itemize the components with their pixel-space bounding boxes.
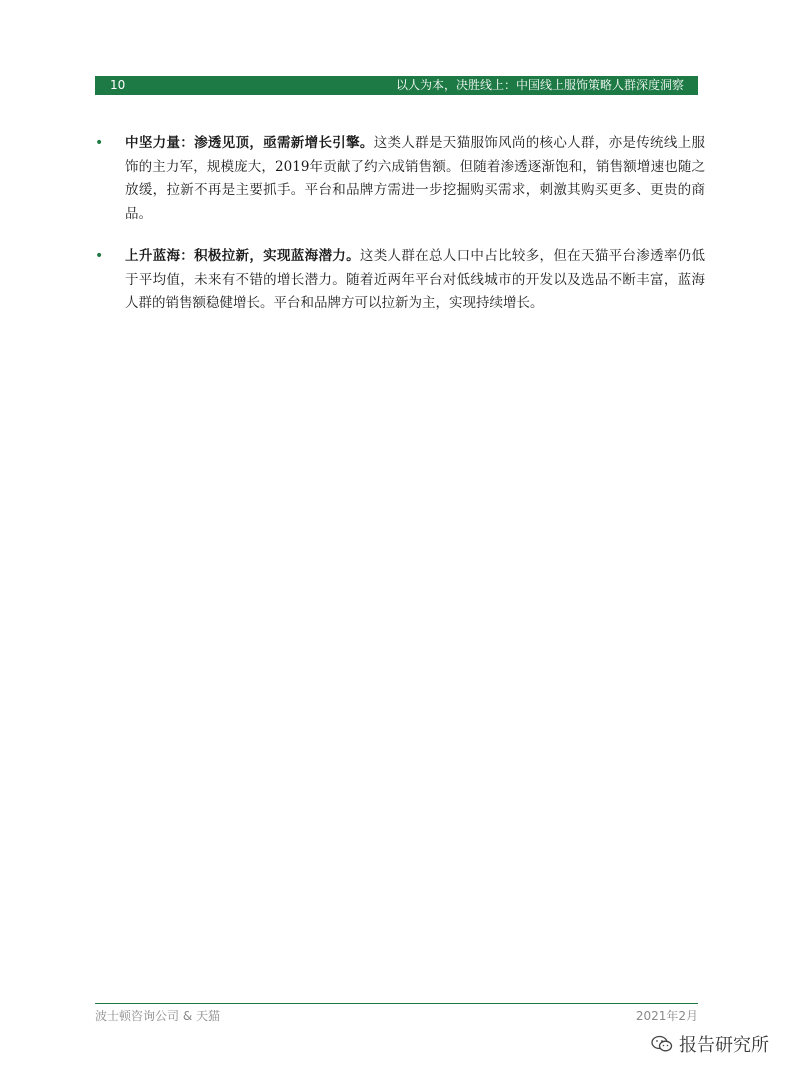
- bullet-item: [95, 132, 705, 226]
- watermark-text: 报告研究所: [679, 1035, 769, 1056]
- bullet-lead: 中坚力量：渗透见顶，亟需新增长引擎。: [125, 135, 374, 151]
- bullet-body: 这类人群是天猫服饰风尚的核心人群，亦是传统线上服饰的主力军，规模庞大，2019年贡献了约六成销售额。但随着渗透逐渐饱和，销售额增速也随之放缓，拉新不再是主要抓手。平台和品牌方需进一步挖掘购买需求，刺激其购买更多、更贵的商品。: [125, 135, 706, 222]
- page-number: 10: [110, 78, 126, 92]
- bullet-body: 这类人群在总人口中占比较多，但在天猫平台渗透率仍低于平均值，未来有不错的增长潜力。随着近两年平台对低线城市的开发以及选品不断丰富，蓝海人群的销售额稳健增长。平台和品牌方可以拉新为主，实现持续增长。: [125, 248, 705, 311]
- footer-source: 波士顿咨询公司 & 天猫: [95, 1009, 220, 1023]
- report-title: 以人为本，决胜线上：中国线上服饰策略人群深度洞察: [395, 78, 684, 92]
- bullet-list: [95, 132, 705, 335]
- footer-date: 2021年2月: [635, 1009, 698, 1023]
- bullet-dot-icon: •: [95, 135, 104, 151]
- page-header: [95, 76, 698, 95]
- bullet-item: [95, 245, 705, 316]
- bullet-dot-icon: •: [95, 248, 104, 264]
- watermark: [651, 1031, 769, 1057]
- footer-divider: [95, 1003, 698, 1004]
- bullet-lead: 上升蓝海：积极拉新，实现蓝海潜力。: [125, 248, 360, 264]
- wechat-icon: [651, 1035, 673, 1053]
